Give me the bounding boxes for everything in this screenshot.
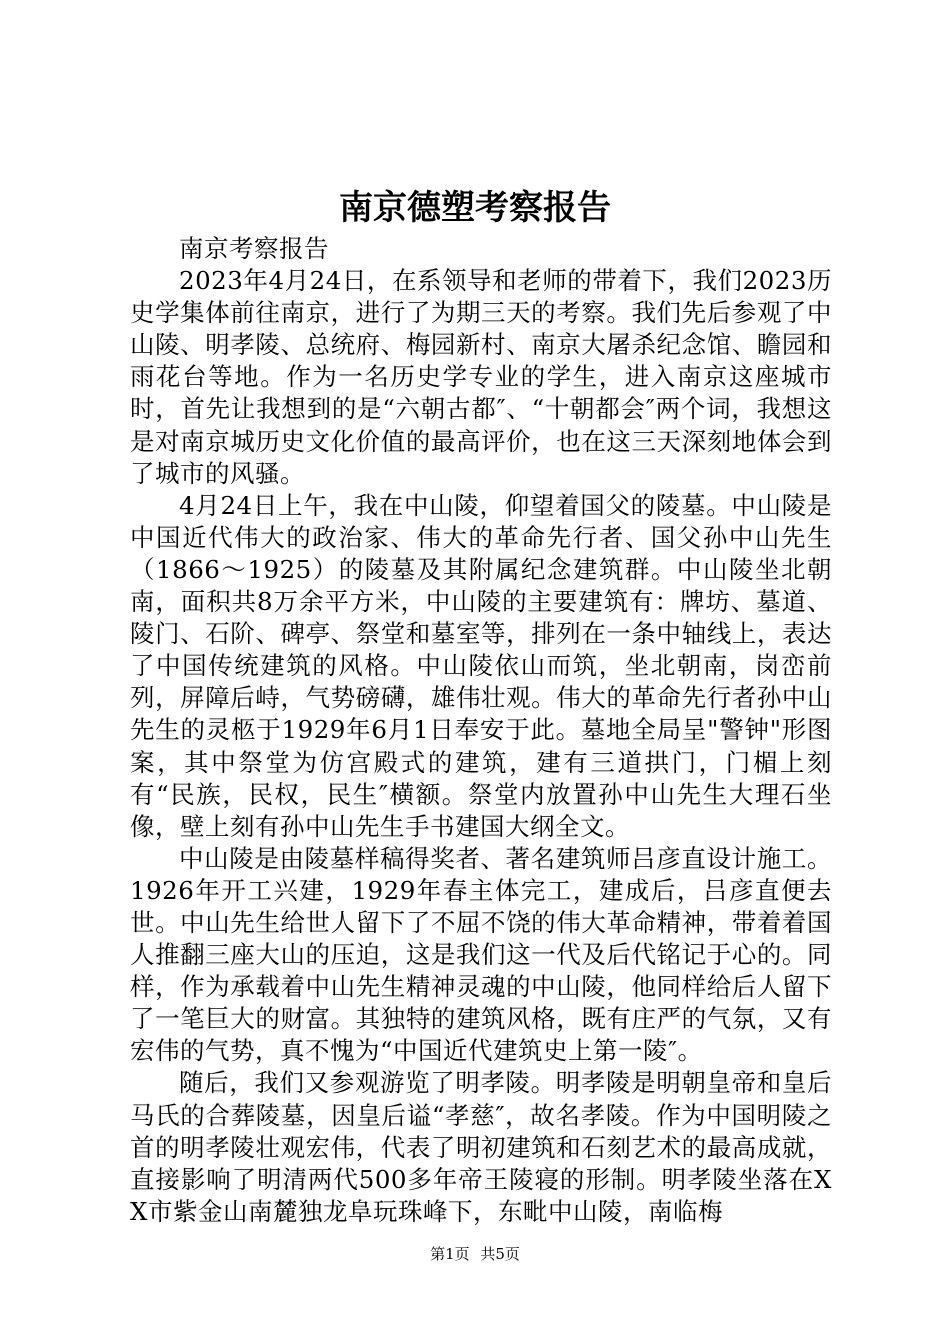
document-title: 南京德塑考察报告 [339, 188, 611, 228]
page-footer [0, 1244, 950, 1264]
paragraph: 随后，我们又参观游览了明孝陵。明孝陵是明朝皇帝和皇后马氏的合葬陵墓，因皇后谥“孝慈″，故名孝陵。作为中国明陵之首的明孝陵壮观宏伟，代表了明初建筑和石刻艺术的最高成就，直接影响了明清两代500多年帝王陵寝的形制。明孝陵坐落在XX市紫金山南麓独龙阜玩珠峰下，东毗中山陵，南临梅 [130, 1068, 832, 1226]
paragraph-subtitle: 南京考察报告 [179, 234, 329, 263]
page-number: 第1页 [430, 1245, 470, 1263]
paragraph: 中山陵是由陵墓样稿得奖者、著名建筑师吕彦直设计施工。1926年开工兴建，1929年春主体完工，建成后，吕彦直便去世。中山先生给世人留下了不屈不饶的伟大革命精神，带着着国人推翻三座大山的压迫，这是我们这一代及后代铭记于心的。同样，作为承载着中山先生精神灵魂的中山陵，他同样给后人留下了一笔巨大的财富。其独特的建筑风格，既有庄严的气氛，又有宏伟的气势，真不愧为“中国近代建筑史上第一陵″。 [130, 843, 832, 1066]
paragraph: 4月24日上午，我在中山陵，仰望着国父的陵墓。中山陵是中国近代伟大的政治家、伟大的革命先行者、国父孙中山先生（1866～1925）的陵墓及其附属纪念建筑群。中山陵坐北朝南，面积共8万余平方米，中山陵的主要建筑有：牌坊、墓道、陵门、石阶、碑亭、祭堂和墓室等，排列在一条中轴线上，表达了中国传统建筑的风格。中山陵依山而筑，坐北朝南，岗峦前列，屏障后峙，气势磅礴，雄伟壮观。伟大的革命先行者孙中山先生的灵柩于1929年6月1日奉安于此。墓地全局呈"警钟"形图案，其中祭堂为仿宫殿式的建筑，建有三道拱门，门楣上刻有“民族，民权，民生″横额。祭堂内放置孙中山先生大理石坐像，壁上刻有孙中山先生手书建国大纲全文。 [130, 490, 832, 841]
page-total: 共5页 [480, 1245, 520, 1263]
document-body [130, 233, 832, 1228]
paragraph: 2023年4月24日，在系领导和老师的带着下，我们2023历史学集体前往南京，进行了为期三天的考察。我们先后参观了中山陵、明孝陵、总统府、梅园新村、南京大屠杀纪念馆、瞻园和雨花台等地。作为一名历史学专业的学生，进入南京这座城市时，首先让我想到的是“六朝古都″、“十朝都会″两个词，我想这是对南京城历史文化价值的最高评价，也在这三天深刻地体会到了城市的风骚。 [130, 266, 832, 488]
